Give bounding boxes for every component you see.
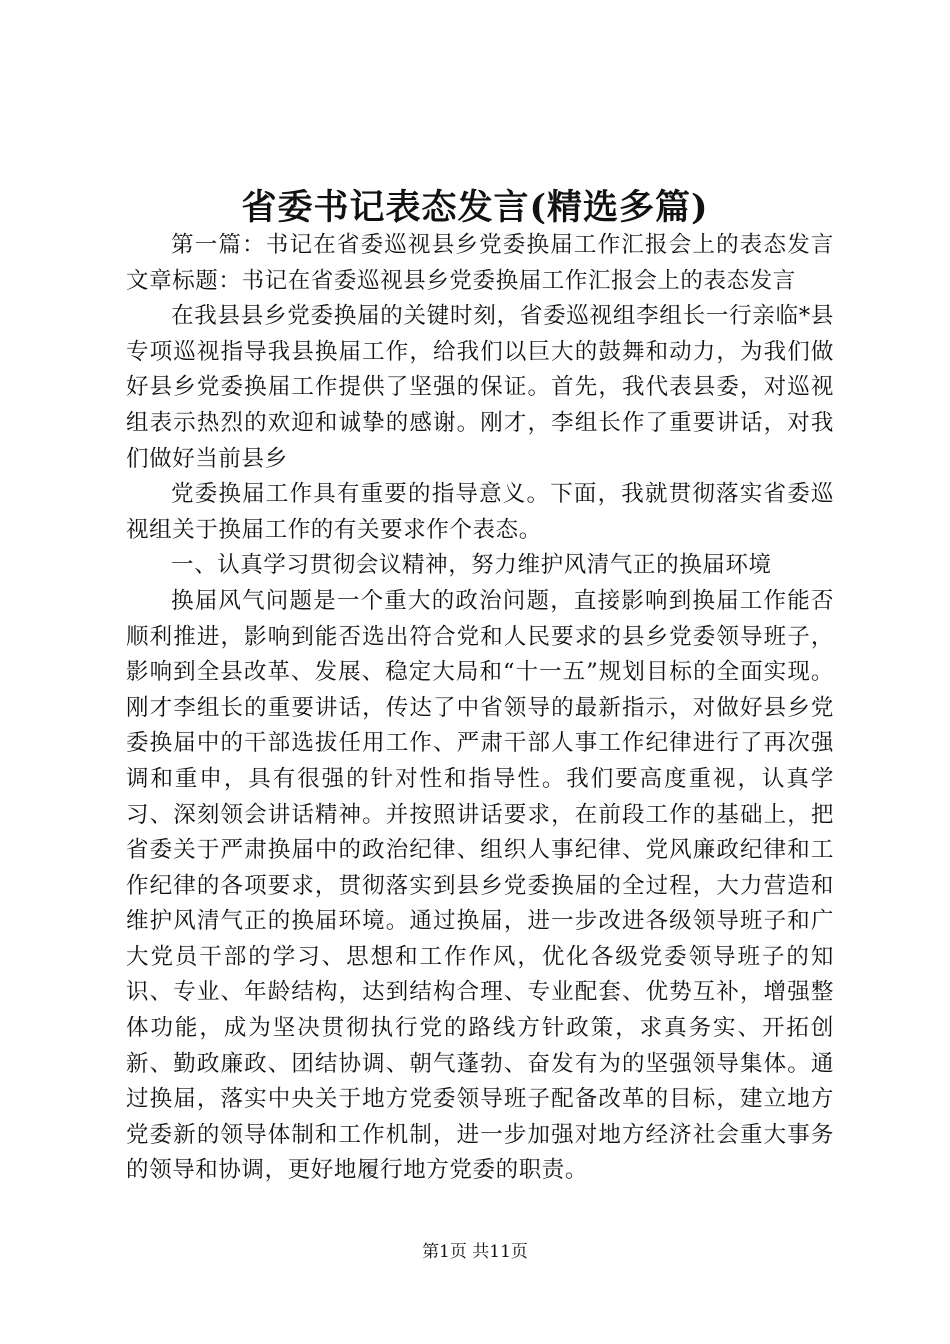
section-heading: 一、认真学习贯彻会议精神，努力维护风清气正的换届环境 (171, 552, 772, 579)
page-footer: 第1页 共11页 (422, 1242, 528, 1262)
document-title: 省委书记表态发言(精选多篇) (241, 187, 709, 228)
document-body (126, 228, 834, 1189)
paragraph: 党委换届工作具有重要的指导意义。下面，我就贯彻落实省委巡视组关于换届工作的有关要求作个表态。 (126, 481, 834, 543)
paragraph: 在我县县乡党委换届的关键时刻，省委巡视组李组长一行亲临*县专项巡视指导我县换届工作，给我们以巨大的鼓舞和动力，为我们做好县乡党委换届工作提供了坚强的保证。首先，我代表县委，对巡视组表示热烈的欢迎和诚挚的感谢。刚才，李组长作了重要讲话，对我们做好当前县乡 (126, 303, 834, 472)
paragraph: 第一篇：书记在省委巡视县乡党委换届工作汇报会上的表态发言文章标题：书记在省委巡视县乡党委换届工作汇报会上的表态发言 (126, 232, 834, 294)
paragraph: 换届风气问题是一个重大的政治问题，直接影响到换届工作能否顺利推进，影响到能否选出符合党和人民要求的县乡党委领导班子，影响到全县改革、发展、稳定大局和“十一五”规划目标的全面实现。刚才李组长的重要讲话，传达了中省领导的最新指示，对做好县乡党委换届中的干部选拔任用工作、严肃干部人事工作纪律进行了再次强调和重申，具有很强的针对性和指导性。我们要高度重视，认真学习、深刻领会讲话精神。并按照讲话要求，在前段工作的基础上，把省委关于严肃换届中的政治纪律、组织人事纪律、党风廉政纪律和工作纪律的各项要求，贯彻落实到县乡党委换届的全过程，大力营造和维护风清气正的换届环境。通过换届，进一步改进各级领导班子和广大党员干部的学习、思想和工作作风，优化各级党委领导班子的知识、专业、年龄结构，达到结构合理、专业配套、优势互补，增强整体功能，成为坚决贯彻执行党的路线方针政策，求真务实、开拓创新、勤政廉政、团结协调、朝气蓬勃、奋发有为的坚强领导集体。通过换届，落实中央关于地方党委领导班子配备改革的目标，建立地方党委新的领导体制和工作机制，进一步加强对地方经济社会重大事务的领导和协调，更好地履行地方党委的职责。 (126, 587, 834, 1184)
